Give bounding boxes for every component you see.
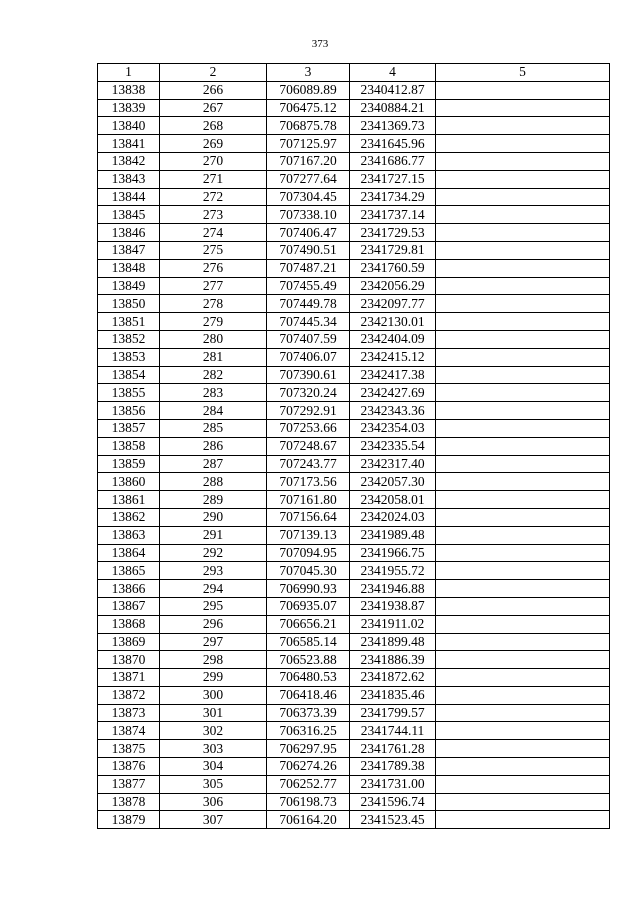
table-cell-col-4: 2342404.09 bbox=[350, 330, 436, 348]
table-cell-col-2: 284 bbox=[160, 402, 267, 420]
table-cell-col-5 bbox=[436, 206, 610, 224]
table-cell-col-5 bbox=[436, 152, 610, 170]
table-cell-col-1: 13848 bbox=[98, 259, 160, 277]
table-row bbox=[98, 366, 610, 384]
table-cell-col-5 bbox=[436, 170, 610, 188]
table-cell-col-2: 295 bbox=[160, 597, 267, 615]
table-cell-col-1: 13879 bbox=[98, 811, 160, 829]
table-cell-col-2: 281 bbox=[160, 348, 267, 366]
table-cell-col-2: 266 bbox=[160, 81, 267, 99]
table-cell-col-1: 13859 bbox=[98, 455, 160, 473]
table-cell-col-2: 276 bbox=[160, 259, 267, 277]
table-row bbox=[98, 117, 610, 135]
table-cell-col-1: 13842 bbox=[98, 152, 160, 170]
table-cell-col-3: 707094.95 bbox=[267, 544, 350, 562]
table-cell-col-3: 707490.51 bbox=[267, 241, 350, 259]
table-row bbox=[98, 419, 610, 437]
table-row bbox=[98, 224, 610, 242]
table-row bbox=[98, 811, 610, 829]
table-cell-col-3: 706316.25 bbox=[267, 722, 350, 740]
table-cell-col-3: 706475.12 bbox=[267, 99, 350, 117]
table-cell-col-3: 707406.47 bbox=[267, 224, 350, 242]
table-cell-col-2: 280 bbox=[160, 330, 267, 348]
table-cell-col-4: 2341729.53 bbox=[350, 224, 436, 242]
table-cell-col-1: 13839 bbox=[98, 99, 160, 117]
table-cell-col-5 bbox=[436, 277, 610, 295]
table-cell-col-4: 2341872.62 bbox=[350, 669, 436, 687]
table-cell-col-4: 2341966.75 bbox=[350, 544, 436, 562]
table-cell-col-2: 304 bbox=[160, 758, 267, 776]
table-cell-col-4: 2341946.88 bbox=[350, 580, 436, 598]
table-cell-col-5 bbox=[436, 526, 610, 544]
table-cell-col-2: 307 bbox=[160, 811, 267, 829]
table-cell-col-4: 2341744.11 bbox=[350, 722, 436, 740]
table-row bbox=[98, 170, 610, 188]
table-cell-col-3: 707449.78 bbox=[267, 295, 350, 313]
table-cell-col-2: 287 bbox=[160, 455, 267, 473]
table-cell-col-4: 2341955.72 bbox=[350, 562, 436, 580]
table-cell-col-4: 2342343.36 bbox=[350, 402, 436, 420]
table-cell-col-3: 706274.26 bbox=[267, 758, 350, 776]
table-cell-col-5 bbox=[436, 188, 610, 206]
table-cell-col-3: 706297.95 bbox=[267, 740, 350, 758]
table-cell-col-5 bbox=[436, 455, 610, 473]
table-cell-col-5 bbox=[436, 419, 610, 437]
table-row bbox=[98, 99, 610, 117]
table-cell-col-4: 2341835.46 bbox=[350, 686, 436, 704]
table-cell-col-4: 2342417.38 bbox=[350, 366, 436, 384]
table-cell-col-2: 299 bbox=[160, 669, 267, 687]
table-cell-col-3: 707045.30 bbox=[267, 562, 350, 580]
table-cell-col-4: 2341731.00 bbox=[350, 775, 436, 793]
table-cell-col-3: 707304.45 bbox=[267, 188, 350, 206]
table-cell-col-4: 2340884.21 bbox=[350, 99, 436, 117]
table-cell-col-5 bbox=[436, 224, 610, 242]
table-cell-col-3: 707320.24 bbox=[267, 384, 350, 402]
table-cell-col-4: 2341989.48 bbox=[350, 526, 436, 544]
column-header-1: 1 bbox=[98, 64, 160, 82]
table-cell-col-4: 2342024.03 bbox=[350, 508, 436, 526]
table-cell-col-1: 13853 bbox=[98, 348, 160, 366]
column-header-4: 4 bbox=[350, 64, 436, 82]
table-cell-col-1: 13847 bbox=[98, 241, 160, 259]
table-row bbox=[98, 740, 610, 758]
table-cell-col-2: 273 bbox=[160, 206, 267, 224]
table-cell-col-5 bbox=[436, 722, 610, 740]
table-row bbox=[98, 793, 610, 811]
table-cell-col-2: 286 bbox=[160, 437, 267, 455]
table-cell-col-5 bbox=[436, 117, 610, 135]
table-cell-col-5 bbox=[436, 241, 610, 259]
table-cell-col-5 bbox=[436, 775, 610, 793]
table-cell-col-2: 269 bbox=[160, 135, 267, 153]
table-row bbox=[98, 686, 610, 704]
table-cell-col-5 bbox=[436, 597, 610, 615]
table-cell-col-3: 706990.93 bbox=[267, 580, 350, 598]
column-header-2: 2 bbox=[160, 64, 267, 82]
table-cell-col-4: 2341596.74 bbox=[350, 793, 436, 811]
table-cell-col-1: 13870 bbox=[98, 651, 160, 669]
table-row bbox=[98, 580, 610, 598]
table-cell-col-1: 13863 bbox=[98, 526, 160, 544]
table-cell-col-4: 2342057.30 bbox=[350, 473, 436, 491]
table-cell-col-5 bbox=[436, 259, 610, 277]
table-cell-col-1: 13862 bbox=[98, 508, 160, 526]
table-cell-col-2: 275 bbox=[160, 241, 267, 259]
table-cell-col-2: 293 bbox=[160, 562, 267, 580]
table-cell-col-3: 707243.77 bbox=[267, 455, 350, 473]
table-cell-col-5 bbox=[436, 313, 610, 331]
table-cell-col-4: 2342427.69 bbox=[350, 384, 436, 402]
table-row bbox=[98, 562, 610, 580]
table-cell-col-3: 707248.67 bbox=[267, 437, 350, 455]
table-cell-col-3: 706585.14 bbox=[267, 633, 350, 651]
coordinates-table bbox=[97, 63, 610, 829]
table-cell-col-3: 706198.73 bbox=[267, 793, 350, 811]
table-cell-col-5 bbox=[436, 437, 610, 455]
table-cell-col-2: 282 bbox=[160, 366, 267, 384]
table-cell-col-2: 283 bbox=[160, 384, 267, 402]
table-cell-col-1: 13855 bbox=[98, 384, 160, 402]
table-cell-col-3: 706480.53 bbox=[267, 669, 350, 687]
table-cell-col-5 bbox=[436, 793, 610, 811]
table-cell-col-5 bbox=[436, 615, 610, 633]
table-cell-col-4: 2342130.01 bbox=[350, 313, 436, 331]
table-cell-col-1: 13860 bbox=[98, 473, 160, 491]
table-cell-col-2: 298 bbox=[160, 651, 267, 669]
table-row bbox=[98, 81, 610, 99]
table-cell-col-3: 706523.88 bbox=[267, 651, 350, 669]
table-cell-col-1: 13845 bbox=[98, 206, 160, 224]
table-cell-col-1: 13873 bbox=[98, 704, 160, 722]
table-cell-col-1: 13875 bbox=[98, 740, 160, 758]
column-header-3: 3 bbox=[267, 64, 350, 82]
table-row bbox=[98, 277, 610, 295]
table-cell-col-2: 297 bbox=[160, 633, 267, 651]
table-row bbox=[98, 188, 610, 206]
table-cell-col-1: 13840 bbox=[98, 117, 160, 135]
table-cell-col-1: 13866 bbox=[98, 580, 160, 598]
table-cell-col-4: 2342335.54 bbox=[350, 437, 436, 455]
table-cell-col-5 bbox=[436, 544, 610, 562]
table-cell-col-2: 272 bbox=[160, 188, 267, 206]
table-cell-col-3: 707390.61 bbox=[267, 366, 350, 384]
table-cell-col-2: 274 bbox=[160, 224, 267, 242]
table-row bbox=[98, 651, 610, 669]
table-cell-col-5 bbox=[436, 811, 610, 829]
table-cell-col-3: 707173.56 bbox=[267, 473, 350, 491]
table-cell-col-4: 2341938.87 bbox=[350, 597, 436, 615]
table-cell-col-1: 13864 bbox=[98, 544, 160, 562]
table-cell-col-1: 13841 bbox=[98, 135, 160, 153]
table-cell-col-4: 2341523.45 bbox=[350, 811, 436, 829]
table-cell-col-1: 13869 bbox=[98, 633, 160, 651]
table-row bbox=[98, 348, 610, 366]
table-cell-col-3: 707161.80 bbox=[267, 491, 350, 509]
table-cell-col-3: 707406.07 bbox=[267, 348, 350, 366]
table-cell-col-2: 278 bbox=[160, 295, 267, 313]
table-cell-col-4: 2341729.81 bbox=[350, 241, 436, 259]
table-row bbox=[98, 384, 610, 402]
table-row bbox=[98, 526, 610, 544]
table-cell-col-3: 707407.59 bbox=[267, 330, 350, 348]
table-cell-col-1: 13844 bbox=[98, 188, 160, 206]
table-cell-col-3: 707167.20 bbox=[267, 152, 350, 170]
table-cell-col-2: 267 bbox=[160, 99, 267, 117]
table-cell-col-3: 706164.20 bbox=[267, 811, 350, 829]
table-cell-col-1: 13861 bbox=[98, 491, 160, 509]
table-cell-col-1: 13871 bbox=[98, 669, 160, 687]
table-cell-col-2: 270 bbox=[160, 152, 267, 170]
table-row bbox=[98, 597, 610, 615]
table-row bbox=[98, 330, 610, 348]
table-cell-col-1: 13846 bbox=[98, 224, 160, 242]
table-cell-col-4: 2341761.28 bbox=[350, 740, 436, 758]
table-cell-col-3: 706935.07 bbox=[267, 597, 350, 615]
table-row bbox=[98, 758, 610, 776]
table-cell-col-1: 13878 bbox=[98, 793, 160, 811]
table-cell-col-3: 706373.39 bbox=[267, 704, 350, 722]
table-cell-col-1: 13851 bbox=[98, 313, 160, 331]
table-cell-col-4: 2341727.15 bbox=[350, 170, 436, 188]
table-cell-col-4: 2342058.01 bbox=[350, 491, 436, 509]
table-cell-col-1: 13877 bbox=[98, 775, 160, 793]
table-cell-col-5 bbox=[436, 348, 610, 366]
table-cell-col-1: 13857 bbox=[98, 419, 160, 437]
table-cell-col-5 bbox=[436, 740, 610, 758]
table-cell-col-2: 291 bbox=[160, 526, 267, 544]
table-cell-col-4: 2342097.77 bbox=[350, 295, 436, 313]
table-cell-col-1: 13843 bbox=[98, 170, 160, 188]
table-cell-col-2: 271 bbox=[160, 170, 267, 188]
table-cell-col-1: 13868 bbox=[98, 615, 160, 633]
table-cell-col-3: 706656.21 bbox=[267, 615, 350, 633]
table-body bbox=[98, 81, 610, 828]
table-cell-col-3: 706089.89 bbox=[267, 81, 350, 99]
table-cell-col-2: 303 bbox=[160, 740, 267, 758]
table-cell-col-2: 306 bbox=[160, 793, 267, 811]
table-cell-col-1: 13865 bbox=[98, 562, 160, 580]
table-cell-col-2: 277 bbox=[160, 277, 267, 295]
table-cell-col-5 bbox=[436, 508, 610, 526]
table-cell-col-4: 2341886.39 bbox=[350, 651, 436, 669]
table-cell-col-4: 2341911.02 bbox=[350, 615, 436, 633]
table-cell-col-3: 706875.78 bbox=[267, 117, 350, 135]
table-cell-col-3: 706418.46 bbox=[267, 686, 350, 704]
column-header-5: 5 bbox=[436, 64, 610, 82]
table-row bbox=[98, 402, 610, 420]
table-cell-col-4: 2341760.59 bbox=[350, 259, 436, 277]
table-row bbox=[98, 259, 610, 277]
table-cell-col-5 bbox=[436, 491, 610, 509]
table-row bbox=[98, 313, 610, 331]
table-cell-col-2: 268 bbox=[160, 117, 267, 135]
table-cell-col-5 bbox=[436, 686, 610, 704]
table-cell-col-3: 707277.64 bbox=[267, 170, 350, 188]
table-cell-col-5 bbox=[436, 295, 610, 313]
table-cell-col-5 bbox=[436, 135, 610, 153]
table-row bbox=[98, 295, 610, 313]
table-cell-col-3: 707338.10 bbox=[267, 206, 350, 224]
table-cell-col-1: 13872 bbox=[98, 686, 160, 704]
table-cell-col-4: 2341899.48 bbox=[350, 633, 436, 651]
table-cell-col-1: 13876 bbox=[98, 758, 160, 776]
table-cell-col-5 bbox=[436, 366, 610, 384]
table-row bbox=[98, 206, 610, 224]
table-row bbox=[98, 152, 610, 170]
table-row bbox=[98, 633, 610, 651]
table-cell-col-1: 13852 bbox=[98, 330, 160, 348]
page-number: 373 bbox=[311, 38, 329, 50]
table-cell-col-2: 301 bbox=[160, 704, 267, 722]
table-cell-col-2: 285 bbox=[160, 419, 267, 437]
table-cell-col-4: 2341369.73 bbox=[350, 117, 436, 135]
table-row bbox=[98, 544, 610, 562]
table-cell-col-3: 707455.49 bbox=[267, 277, 350, 295]
table-cell-col-2: 296 bbox=[160, 615, 267, 633]
table-cell-col-5 bbox=[436, 704, 610, 722]
table-cell-col-2: 302 bbox=[160, 722, 267, 740]
table-cell-col-5 bbox=[436, 473, 610, 491]
table-cell-col-2: 305 bbox=[160, 775, 267, 793]
table-cell-col-4: 2342415.12 bbox=[350, 348, 436, 366]
table-cell-col-5 bbox=[436, 99, 610, 117]
table-cell-col-5 bbox=[436, 330, 610, 348]
table-cell-col-1: 13874 bbox=[98, 722, 160, 740]
table-cell-col-1: 13858 bbox=[98, 437, 160, 455]
table-row bbox=[98, 722, 610, 740]
table-cell-col-2: 290 bbox=[160, 508, 267, 526]
table-cell-col-1: 13854 bbox=[98, 366, 160, 384]
table-cell-col-4: 2342354.03 bbox=[350, 419, 436, 437]
table-cell-col-5 bbox=[436, 651, 610, 669]
table-cell-col-1: 13850 bbox=[98, 295, 160, 313]
table-cell-col-1: 13867 bbox=[98, 597, 160, 615]
table-cell-col-5 bbox=[436, 384, 610, 402]
table-row bbox=[98, 491, 610, 509]
table-cell-col-3: 706252.77 bbox=[267, 775, 350, 793]
table-cell-col-3: 707292.91 bbox=[267, 402, 350, 420]
table-cell-col-4: 2341734.29 bbox=[350, 188, 436, 206]
table-cell-col-2: 292 bbox=[160, 544, 267, 562]
table-cell-col-5 bbox=[436, 669, 610, 687]
table-row bbox=[98, 669, 610, 687]
table-cell-col-2: 294 bbox=[160, 580, 267, 598]
table-row bbox=[98, 455, 610, 473]
table-row bbox=[98, 775, 610, 793]
table-cell-col-5 bbox=[436, 562, 610, 580]
table-cell-col-3: 707253.66 bbox=[267, 419, 350, 437]
table-cell-col-1: 13838 bbox=[98, 81, 160, 99]
table-cell-col-5 bbox=[436, 758, 610, 776]
table-cell-col-4: 2342056.29 bbox=[350, 277, 436, 295]
table-cell-col-2: 289 bbox=[160, 491, 267, 509]
table-cell-col-3: 707139.13 bbox=[267, 526, 350, 544]
table-cell-col-2: 300 bbox=[160, 686, 267, 704]
table-cell-col-4: 2340412.87 bbox=[350, 81, 436, 99]
table-cell-col-5 bbox=[436, 81, 610, 99]
table-cell-col-2: 288 bbox=[160, 473, 267, 491]
table-cell-col-4: 2341789.38 bbox=[350, 758, 436, 776]
table-row bbox=[98, 473, 610, 491]
table-cell-col-5 bbox=[436, 580, 610, 598]
table-row bbox=[98, 508, 610, 526]
table-cell-col-4: 2341645.96 bbox=[350, 135, 436, 153]
table-cell-col-3: 707487.21 bbox=[267, 259, 350, 277]
table-row bbox=[98, 615, 610, 633]
table-cell-col-1: 13849 bbox=[98, 277, 160, 295]
table-row bbox=[98, 241, 610, 259]
table-cell-col-5 bbox=[436, 402, 610, 420]
table-row bbox=[98, 135, 610, 153]
table-row bbox=[98, 437, 610, 455]
table-cell-col-4: 2341737.14 bbox=[350, 206, 436, 224]
table-cell-col-5 bbox=[436, 633, 610, 651]
table-cell-col-4: 2342317.40 bbox=[350, 455, 436, 473]
table-cell-col-2: 279 bbox=[160, 313, 267, 331]
table-cell-col-1: 13856 bbox=[98, 402, 160, 420]
table-cell-col-4: 2341799.57 bbox=[350, 704, 436, 722]
table-cell-col-3: 707445.34 bbox=[267, 313, 350, 331]
table-cell-col-4: 2341686.77 bbox=[350, 152, 436, 170]
header-row bbox=[98, 64, 610, 82]
table-cell-col-3: 707125.97 bbox=[267, 135, 350, 153]
table-cell-col-3: 707156.64 bbox=[267, 508, 350, 526]
table-row bbox=[98, 704, 610, 722]
